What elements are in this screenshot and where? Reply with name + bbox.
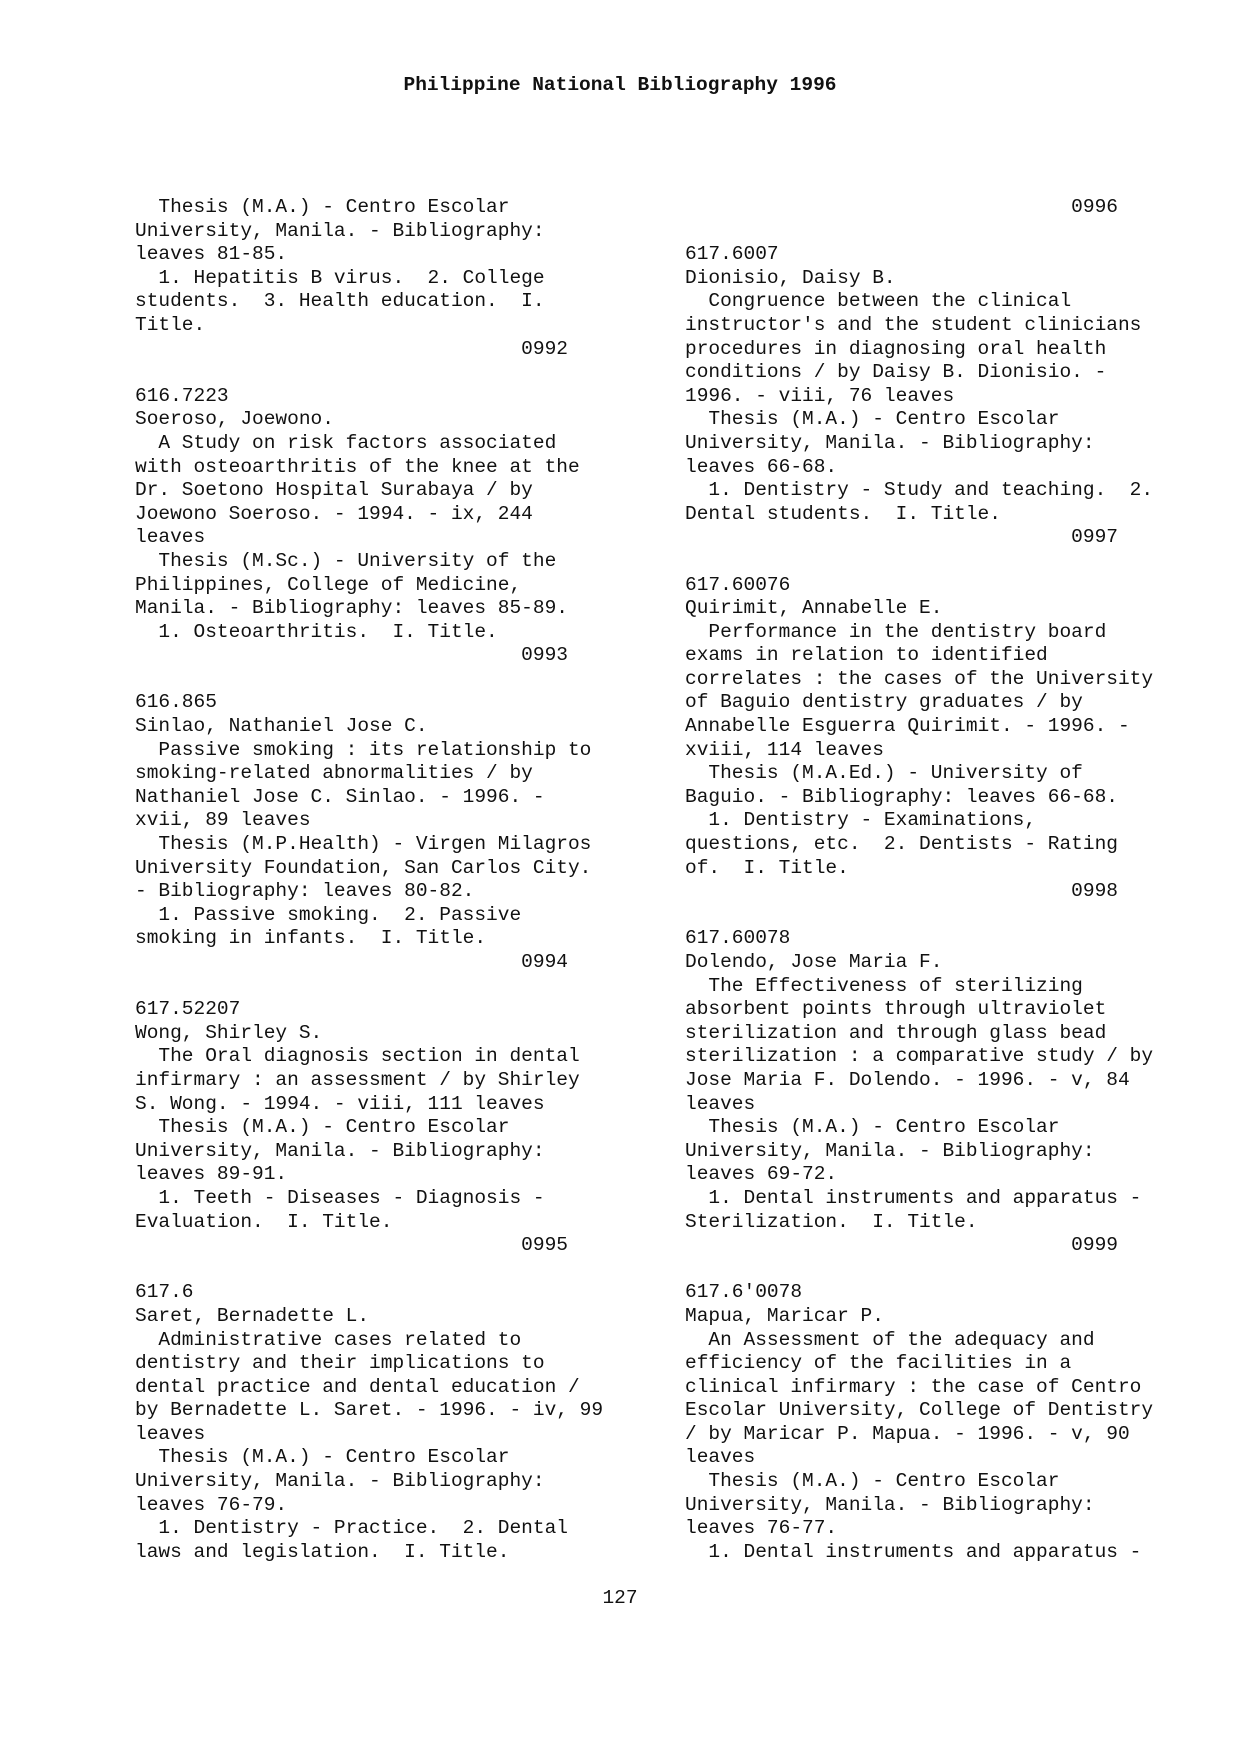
text-line: Joewono Soeroso. - 1994. - ix, 244 (135, 502, 533, 525)
text-line: leaves 76-79. (135, 1493, 288, 1516)
text-line: 617.6 (135, 1281, 194, 1304)
text-line: 1. Dental instruments and apparatus - (685, 1186, 1142, 1209)
text-line: Mapua, Maricar P. (685, 1304, 884, 1327)
text-line: questions, etc. 2. Dentists - Rating (685, 833, 1118, 856)
text-line: efficiency of the facilities in a (685, 1352, 1072, 1375)
text-line: Quirimit, Annabelle E. (685, 597, 943, 620)
text-line: University, Manila. - Bibliography: (685, 431, 1095, 454)
text-line: of Baguio dentistry graduates / by (685, 691, 1083, 714)
text-line: 1. Hepatitis B virus. 2. College (135, 266, 545, 289)
text-line: Congruence between the clinical (685, 290, 1072, 313)
text-line: University Foundation, San Carlos City. (135, 856, 592, 879)
text-line: clinical infirmary : the case of Centro (685, 1375, 1142, 1398)
text-line: Philippines, College of Medicine, (135, 573, 522, 596)
text-line: University, Manila. - Bibliography: (135, 219, 545, 242)
text-line: leaves (135, 526, 206, 549)
text-line: Thesis (M.A.Ed.) - University of (685, 762, 1083, 785)
text-line: 0995 (135, 1234, 568, 1257)
text-line: 1. Dentistry - Study and teaching. 2. (685, 479, 1154, 502)
text-line: 1. Dentistry - Practice. 2. Dental (135, 1517, 568, 1540)
text-line: leaves (685, 1092, 756, 1115)
text-line: leaves 69-72. (685, 1163, 838, 1186)
text-line: Annabelle Esguerra Quirimit. - 1996. - (685, 715, 1130, 738)
text-line (135, 361, 640, 385)
text-line: leaves (135, 1422, 206, 1445)
text-line: 1. Osteoarthritis. I. Title. (135, 620, 498, 643)
left-column (135, 196, 640, 1564)
text-line: 1. Passive smoking. 2. Passive (135, 903, 522, 926)
text-line: Thesis (M.A.) - Centro Escolar (135, 1446, 510, 1469)
text-line: Thesis (M.A.) - Centro Escolar (685, 408, 1060, 431)
text-line: / by Maricar P. Mapua. - 1996. - v, 90 (685, 1422, 1130, 1445)
text-line: 0996 (685, 196, 1118, 218)
text-line (685, 1258, 1190, 1282)
text-line: 0999 (685, 1234, 1118, 1257)
text-line: 0998 (685, 880, 1118, 903)
text-line: smoking-related abnormalities / by (135, 762, 533, 785)
text-line (135, 1258, 640, 1282)
text-line: leaves 66-68. (685, 455, 838, 478)
text-line: Sterilization. I. Title. (685, 1210, 978, 1233)
text-line: Sinlao, Nathaniel Jose C. (135, 715, 428, 738)
text-line: xviii, 114 leaves (685, 738, 884, 761)
text-line: 1996. - viii, 76 leaves (685, 384, 955, 407)
text-line: 616.865 (135, 691, 217, 714)
text-line: Nathaniel Jose C. Sinlao. - 1996. - (135, 785, 545, 808)
text-line: 1. Dentistry - Examinations, (685, 809, 1037, 832)
page-number: 127 (602, 1587, 638, 1609)
text-line: smoking in infants. I. Title. (135, 927, 487, 950)
text-line (685, 904, 1190, 928)
text-line: 0997 (685, 526, 1118, 549)
text-line: The Effectiveness of sterilizing (685, 974, 1083, 997)
text-line: leaves 89-91. (135, 1163, 288, 1186)
text-line: Performance in the dentistry board (685, 620, 1107, 643)
text-line: dentistry and their implications to (135, 1352, 545, 1375)
text-line: leaves (685, 1446, 756, 1469)
text-line: Title. (135, 313, 206, 336)
text-line: An Assessment of the adequacy and (685, 1328, 1095, 1351)
text-line: Thesis (M.A.) - Centro Escolar (135, 1116, 510, 1139)
text-line: S. Wong. - 1994. - viii, 111 leaves (135, 1092, 545, 1115)
text-line: Dionisio, Daisy B. (685, 266, 896, 289)
text-line: Thesis (M.A.) - Centro Escolar (685, 1470, 1060, 1493)
text-line: sterilization and through glass bead (685, 1021, 1107, 1044)
text-line: sterilization : a comparative study / by (685, 1045, 1154, 1068)
text-line: Dr. Soetono Hospital Surabaya / by (135, 479, 533, 502)
text-line: 617.6007 (685, 243, 779, 266)
text-line: 0992 (135, 337, 568, 360)
text-line: xvii, 89 leaves (135, 809, 311, 832)
text-line: infirmary : an assessment / by Shirley (135, 1068, 580, 1091)
text-line: correlates : the cases of the University (685, 667, 1154, 690)
text-line: Passive smoking : its relationship to (135, 738, 592, 761)
text-line: dental practice and dental education / (135, 1375, 580, 1398)
text-line: 1. Dental instruments and apparatus - (685, 1540, 1142, 1563)
text-line: - Bibliography: leaves 80-82. (135, 880, 475, 903)
text-line: Evaluation. I. Title. (135, 1210, 393, 1233)
text-line: leaves 81-85. (135, 243, 288, 266)
text-line (135, 668, 640, 692)
text-line: of. I. Title. (685, 856, 849, 879)
text-line: Soeroso, Joewono. (135, 408, 334, 431)
text-line: 1. Teeth - Diseases - Diagnosis - (135, 1186, 545, 1209)
text-line: Administrative cases related to (135, 1328, 522, 1351)
text-line: University, Manila. - Bibliography: (135, 1139, 545, 1162)
text-line: Manila. - Bibliography: leaves 85-89. (135, 597, 568, 620)
text-line: 617.60078 (685, 927, 791, 950)
text-line: Dental students. I. Title. (685, 502, 1001, 525)
text-line (685, 550, 1190, 574)
text-line: Thesis (M.P.Health) - Virgen Milagros (135, 833, 592, 856)
text-line: by Bernadette L. Saret. - 1996. - iv, 99 (135, 1399, 604, 1422)
text-line: Thesis (M.Sc.) - University of the (135, 549, 557, 572)
text-line: Baguio. - Bibliography: leaves 66-68. (685, 785, 1118, 808)
text-line: University, Manila. - Bibliography: (135, 1470, 545, 1493)
page-title: Philippine National Bibliography 1996 (403, 74, 837, 96)
text-line: students. 3. Health education. I. (135, 290, 545, 313)
text-line: conditions / by Daisy B. Dionisio. - (685, 361, 1107, 384)
text-line: Saret, Bernadette L. (135, 1304, 370, 1327)
text-line: University, Manila. - Bibliography: (685, 1493, 1095, 1516)
text-line: The Oral diagnosis section in dental (135, 1045, 580, 1068)
text-line: Thesis (M.A.) - Centro Escolar (135, 196, 510, 218)
text-line: 0993 (135, 644, 568, 667)
text-line: Jose Maria F. Dolendo. - 1996. - v, 84 (685, 1068, 1130, 1091)
text-line (135, 975, 640, 999)
text-line: Escolar University, College of Dentistry (685, 1399, 1154, 1422)
text-line: Wong, Shirley S. (135, 1021, 323, 1044)
text-line: 0994 (135, 951, 568, 973)
text-line: Thesis (M.A.) - Centro Escolar (685, 1116, 1060, 1139)
text-line: Dolendo, Jose Maria F. (685, 951, 943, 973)
text-line: procedures in diagnosing oral health (685, 337, 1107, 360)
text-line: with osteoarthritis of the knee at the (135, 455, 580, 478)
text-line: laws and legislation. I. Title. (135, 1540, 510, 1563)
text-line: exams in relation to identified (685, 644, 1048, 667)
text-line: University, Manila. - Bibliography: (685, 1139, 1095, 1162)
text-line: A Study on risk factors associated (135, 431, 557, 454)
text-line: 617.6'0078 (685, 1281, 803, 1304)
text-line: instructor's and the student clinicians (685, 313, 1142, 336)
text-line: 616.7223 (135, 384, 229, 407)
right-column (685, 196, 1190, 1564)
text-line (685, 220, 1190, 244)
text-line: absorbent points through ultraviolet (685, 998, 1107, 1021)
text-line: 617.52207 (135, 998, 241, 1021)
text-line: leaves 76-77. (685, 1517, 838, 1540)
text-line: 617.60076 (685, 573, 791, 596)
